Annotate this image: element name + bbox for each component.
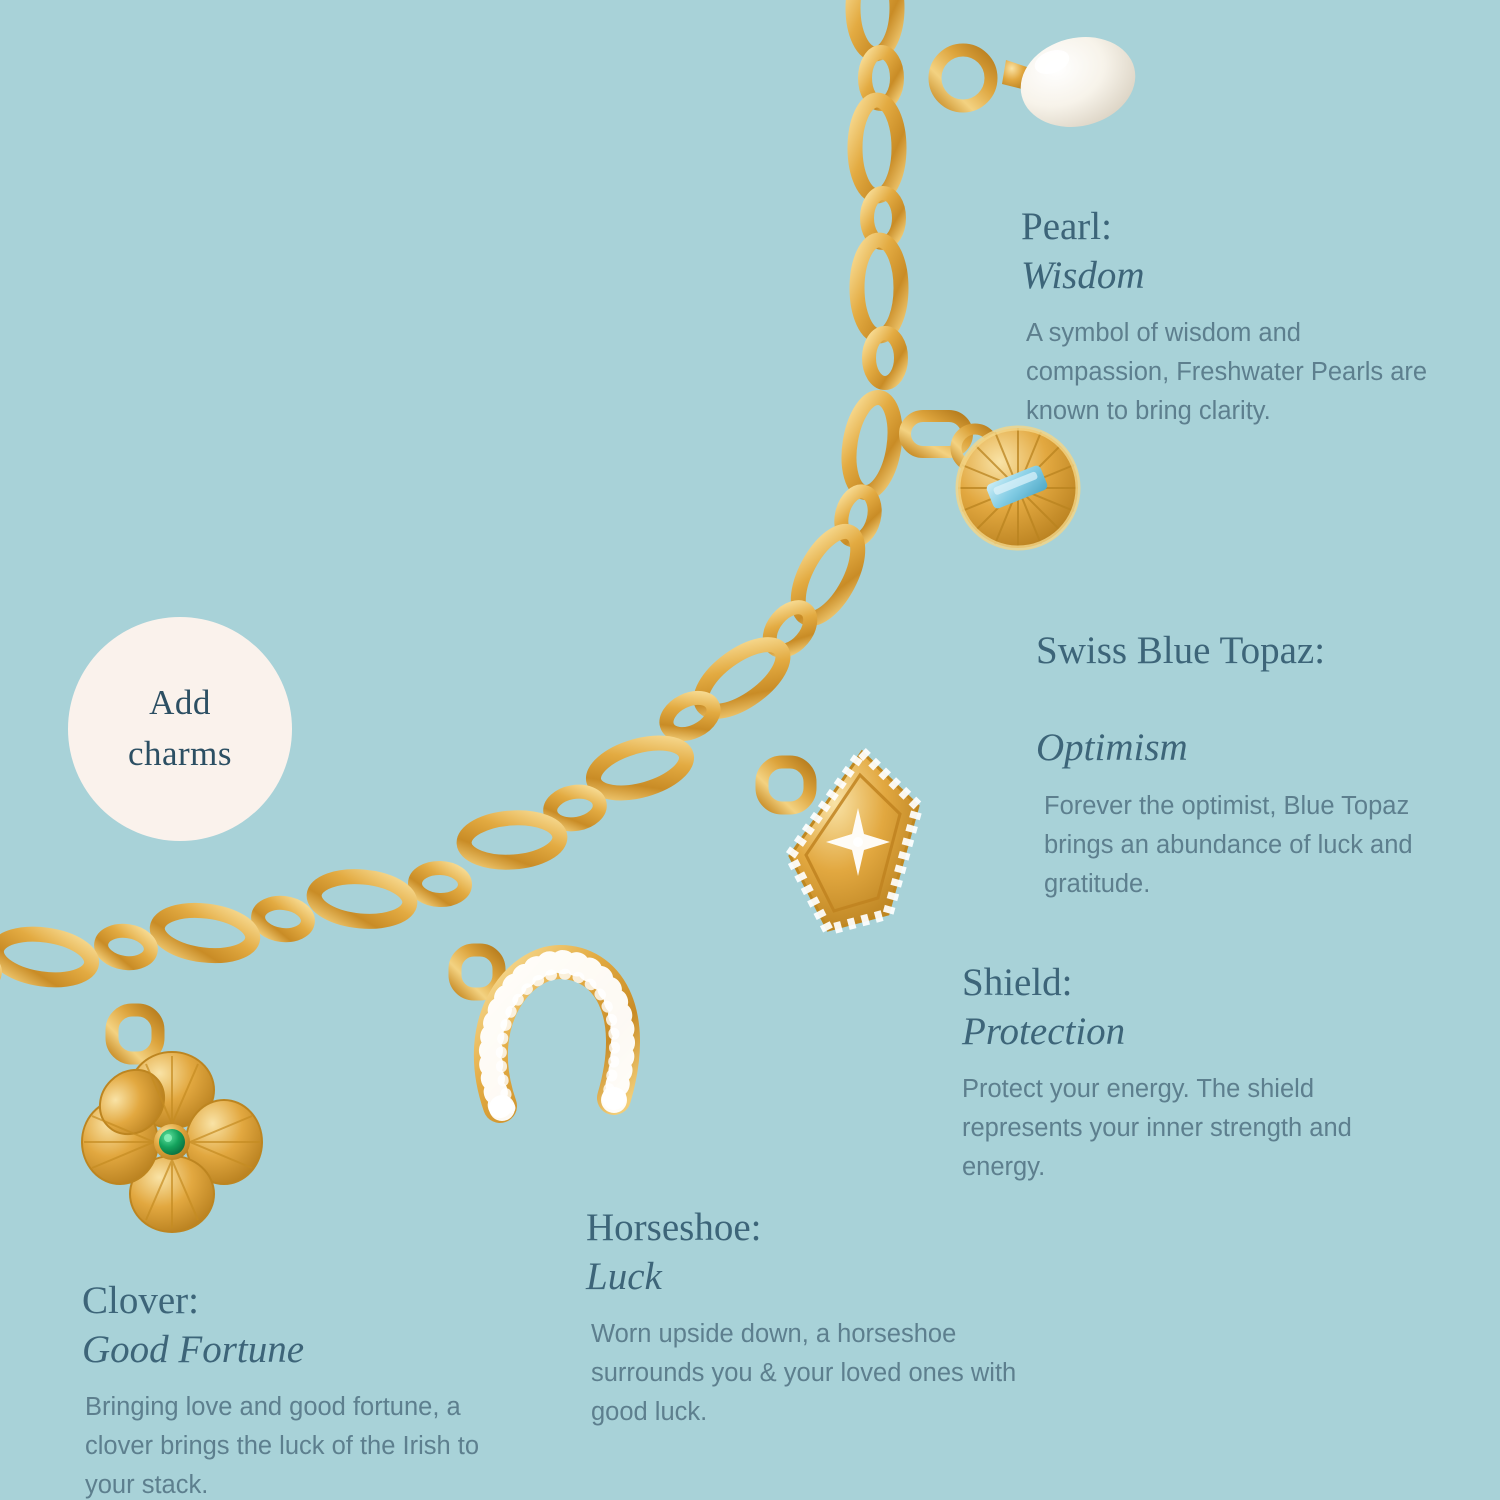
- caption-horseshoe-title: [586, 1155, 1031, 1301]
- horseshoe-charm: [455, 950, 627, 1121]
- caption-horseshoe: [586, 1155, 1031, 1432]
- caption-topaz-title: [1036, 578, 1456, 773]
- add-charms-badge[interactable]: [68, 617, 292, 841]
- chain: [0, 0, 901, 989]
- caption-clover-meaning: Good Fortune: [82, 1327, 305, 1371]
- caption-topaz-term: Swiss Blue Topaz:: [1036, 628, 1326, 672]
- topaz-charm: [905, 416, 1078, 548]
- clover-charm: [82, 1010, 262, 1232]
- caption-shield-term: Shield:: [962, 960, 1073, 1004]
- caption-pearl-body: A symbol of wisdom and compassion, Freshwater Pearls are known to bring clarity.: [1026, 319, 1428, 425]
- caption-topaz-body: Forever the optimist, Blue Topaz brings an abundance of luck and gratitude.: [1044, 792, 1413, 898]
- caption-clover: [82, 1228, 532, 1500]
- caption-shield-body: Protect your energy. The shield represents your inner strength and energy.: [962, 1075, 1352, 1181]
- caption-horseshoe-term: Horseshoe:: [586, 1205, 762, 1249]
- add-charms-line2: charms: [127, 734, 233, 773]
- caption-clover-body: Bringing love and good fortune, a clover brings the luck of the Irish to your stack.: [85, 1393, 480, 1499]
- caption-clover-title: [82, 1228, 532, 1374]
- pearl-charm: [935, 25, 1145, 138]
- caption-topaz: [1036, 578, 1456, 903]
- caption-shield: [962, 910, 1392, 1187]
- caption-horseshoe-meaning: Luck: [586, 1254, 662, 1298]
- shield-charm: [762, 752, 918, 930]
- caption-shield-title: [962, 910, 1392, 1056]
- caption-clover-term: Clover:: [82, 1278, 199, 1322]
- caption-pearl-meaning: Wisdom: [1021, 253, 1145, 297]
- caption-horseshoe-body: Worn upside down, a horseshoe surrounds you & your loved ones with good luck.: [591, 1320, 1017, 1426]
- caption-topaz-meaning: Optimism: [1036, 726, 1188, 770]
- caption-pearl-title: [1021, 154, 1451, 300]
- caption-shield-meaning: Protection: [962, 1009, 1126, 1053]
- caption-pearl: [1021, 154, 1451, 431]
- caption-pearl-term: Pearl:: [1021, 204, 1112, 248]
- add-charms-label: [128, 678, 232, 780]
- add-charms-line1: Add: [149, 683, 211, 723]
